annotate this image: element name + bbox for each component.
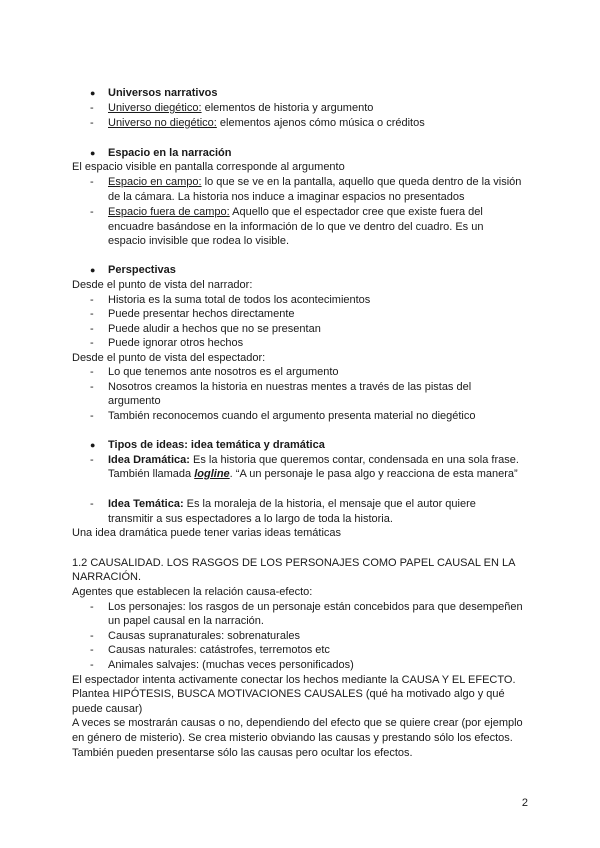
paragraph: El espacio visible en pantalla corresponde al argumento: [72, 161, 345, 173]
item-text: lo que se ve en la pantalla, aquello que queda dentro de la visión: [201, 176, 522, 188]
dash-icon: -: [90, 659, 94, 671]
item-text: elementos de historia y argumento: [201, 102, 374, 114]
dash-icon: -: [90, 206, 94, 218]
dash-icon: -: [90, 644, 94, 656]
dash-icon: -: [90, 323, 94, 335]
dash-icon: -: [90, 366, 94, 378]
list-item: [108, 175, 521, 189]
dash-icon: -: [90, 176, 94, 188]
list-item: Los personajes: los rasgos de un personaje están concebidos para que desempeñen: [108, 601, 523, 613]
term: Espacio en campo:: [108, 176, 202, 188]
list-item: Puede aludir a hechos que no se presentan: [108, 323, 321, 335]
dash-icon: -: [90, 294, 94, 306]
list-item: [108, 205, 483, 219]
item-text: Es la historia que queremos contar, condensada en una sola frase.: [189, 454, 519, 466]
item-text: Es la moraleja de la historia, el mensaje que el autor quiere: [183, 498, 476, 510]
dash-icon: -: [90, 630, 94, 642]
section-title: NARRACIÓN.: [72, 571, 142, 583]
heading-ideas: Tipos de ideas: idea temática y dramática: [108, 439, 325, 451]
paragraph: Desde el punto de vista del narrador:: [72, 279, 253, 291]
bullet-icon: ●: [90, 88, 96, 98]
list-item: Nosotros creamos la historia en nuestras mentes a través de las pistas del: [108, 381, 472, 393]
paragraph: Plantea HIPÓTESIS, BUSCA MOTIVACIONES CAUSALES (qué ha motivado algo y qué: [72, 688, 505, 700]
list-item: Lo que tenemos ante nosotros es el argumento: [108, 366, 339, 378]
list-item: Puede presentar hechos directamente: [108, 308, 295, 320]
list-item: También reconocemos cuando el argumento presenta material no diegético: [108, 410, 476, 422]
term: Universo no diegético:: [108, 117, 217, 129]
term: Idea Dramática:: [108, 454, 190, 466]
dash-icon: -: [90, 454, 94, 466]
heading-espacio: Espacio en la narración: [108, 147, 232, 159]
heading-perspectivas: Perspectivas: [108, 264, 176, 276]
list-item-cont: un papel causal en la narración.: [108, 615, 264, 627]
list-item: [108, 116, 425, 130]
item-text: . “A un personaje le pasa algo y reacciona de esta manera”: [229, 468, 518, 480]
paragraph: El espectador intenta activamente conectar los hechos mediante la CAUSA Y EL EFECTO.: [72, 674, 516, 686]
section-title: 1.2 CAUSALIDAD. LOS RASGOS DE LOS PERSONAJES COMO PAPEL CAUSAL EN LA: [72, 557, 516, 569]
list-item-cont: espacio invisible que rodea lo visible.: [108, 235, 289, 247]
list-item: Causas naturales: catástrofes, terremotos etc: [108, 644, 330, 656]
list-item: [108, 101, 373, 115]
dash-icon: -: [90, 381, 94, 393]
list-item-cont: argumento: [108, 395, 161, 407]
dash-icon: -: [90, 117, 94, 129]
list-item: Causas supranaturales: sobrenaturales: [108, 630, 301, 642]
dash-icon: -: [90, 601, 94, 613]
paragraph: Una idea dramática puede tener varias ideas temáticas: [72, 527, 342, 539]
logline-term: logline: [194, 468, 230, 480]
list-item-cont: de la cámara. La historia nos induce a imaginar espacios no presentados: [108, 191, 465, 203]
paragraph: También pueden presentarse sólo las causas pero ocultar los efectos.: [72, 747, 413, 759]
bullet-icon: ●: [90, 148, 96, 158]
heading-universos: Universos narrativos: [108, 87, 218, 99]
list-item: Puede ignorar otros hechos: [108, 337, 244, 349]
item-text: elementos ajenos cómo música o créditos: [216, 117, 425, 129]
list-item: Historia es la suma total de todos los acontecimientos: [108, 294, 371, 306]
page-number: 2: [521, 797, 528, 809]
list-item-cont: [108, 467, 518, 481]
list-item: Animales salvajes: (muchas veces personificados): [108, 659, 354, 671]
paragraph: puede causar): [72, 703, 143, 715]
paragraph: Agentes que establecen la relación causa-efecto:: [72, 586, 313, 598]
bullet-icon: ●: [90, 265, 96, 275]
list-item: [108, 497, 476, 511]
item-text: También llamada: [108, 468, 195, 480]
item-text: Aquello que el espectador cree que existe fuera del: [229, 206, 483, 218]
list-item: [108, 453, 519, 467]
bullet-icon: ●: [90, 440, 96, 450]
dash-icon: -: [90, 410, 94, 422]
term: Espacio fuera de campo:: [108, 206, 230, 218]
paragraph: A veces se mostrarán causas o no, dependiendo del efecto que se quiere crear (por ejemplo: [72, 717, 523, 729]
paragraph: Desde el punto de vista del espectador:: [72, 352, 266, 364]
paragraph: en género de misterio). Se crea misterio obviando las causas y prestando sólo los efectos.: [72, 732, 513, 744]
term: Universo diegético:: [108, 102, 202, 114]
dash-icon: -: [90, 102, 94, 114]
list-item-cont: transmitir a sus espectadores a lo largo de toda la historia.: [108, 513, 393, 525]
list-item-cont: encuadre basándose en la información de lo que ve dentro del cuadro. Es un: [108, 221, 484, 233]
dash-icon: -: [90, 337, 94, 349]
dash-icon: -: [90, 308, 94, 320]
term: Idea Temática:: [108, 498, 184, 510]
dash-icon: -: [90, 498, 94, 510]
